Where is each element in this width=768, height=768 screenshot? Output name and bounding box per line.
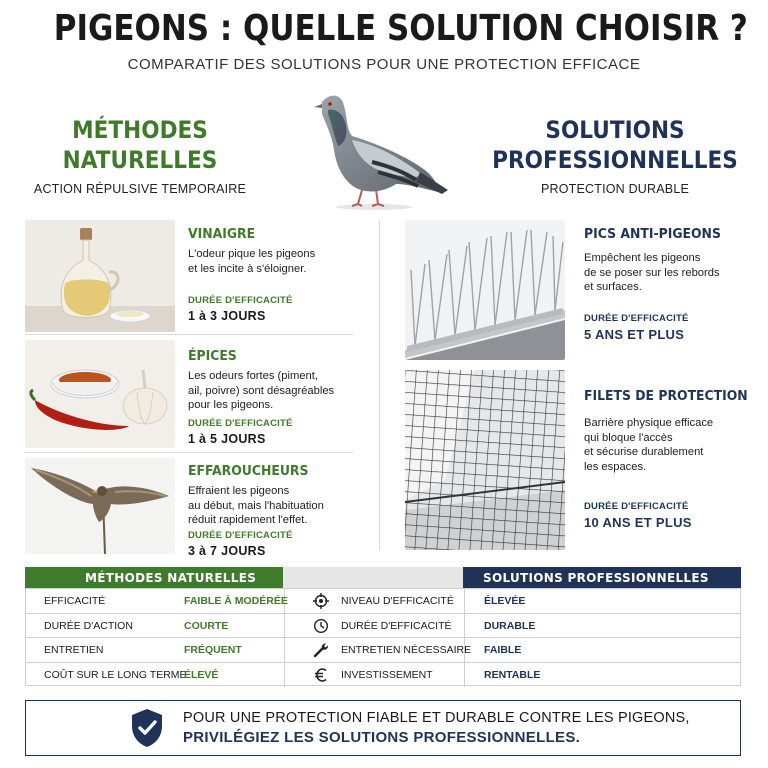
row-professional-value: RENTABLE — [484, 668, 541, 681]
row-natural-value: FAIBLE À MODÉRÉE — [184, 595, 288, 608]
scarers-duration: 3 à 7 JOURS — [188, 544, 266, 558]
scarecrow-bird-image — [25, 458, 175, 554]
page-subtitle: COMPARATIF DES SOLUTIONS POUR UNE PROTECTION EFFICACE — [127, 56, 641, 73]
banner-line-1: POUR UNE PROTECTION FIABLE ET DURABLE CONTRE LES PIGEONS, — [183, 710, 690, 726]
table-body — [25, 588, 741, 686]
protection-net-image — [405, 370, 565, 550]
spikes-duration: 5 ANS ET PLUS — [584, 327, 685, 342]
net-duration: 10 ANS ET PLUS — [584, 515, 692, 530]
vinegar-title: VINAIGRE — [188, 226, 256, 242]
row-professional-value: DURABLE — [484, 619, 536, 632]
net-title: FILETS DE PROTECTION — [584, 388, 748, 404]
column-divider — [379, 220, 380, 550]
table-header-natural: MÉTHODES NATURELLES — [25, 567, 283, 588]
row-professional-value: ÉLEVÉE — [484, 595, 526, 608]
net-description: Barrière physique efficace qui bloque l'accès et sécurise durablement les espaces. — [584, 417, 714, 473]
vinegar-duration: 1 à 3 JOURS — [188, 309, 266, 323]
row-label: COÛT SUR LE LONG TERME — [44, 668, 187, 681]
natural-methods-heading: MÉTHODES NATURELLES — [62, 116, 218, 174]
row-natural-value: FRÉQUENT — [184, 644, 242, 657]
row-criterion: ENTRETIEN NÉCESSAIRE — [341, 644, 472, 657]
row-label: ENTRETIEN — [44, 644, 104, 657]
spices-duration-label: DURÉE D'EFFICACITÉ — [188, 418, 293, 429]
page-title: PIGEONS : QUELLE SOLUTION CHOISIR ? — [53, 8, 748, 49]
clock-icon — [312, 614, 330, 639]
spices-image — [25, 340, 175, 448]
spices-description: Les odeurs fortes (piment, ail, poivre) sont désagréables pour les pigeons. — [188, 370, 335, 411]
table-row — [26, 663, 740, 688]
vinegar-duration-label: DURÉE D'EFFICACITÉ — [188, 295, 293, 306]
table-row — [26, 638, 740, 663]
spikes-description: Empêchent les pigeons de se poser sur les rebords et surfaces. — [584, 252, 720, 293]
table-row — [26, 614, 740, 639]
natural-methods-subheading: ACTION RÉPULSIVE TEMPORAIRE — [33, 182, 247, 196]
row-criterion: INVESTISSEMENT — [341, 668, 433, 681]
scarers-description: Effraient les pigeons au début, mais l'habituation réduit rapidement l'effet. — [188, 485, 324, 526]
wrench-icon — [312, 638, 330, 663]
scarers-duration-label: DURÉE D'EFFICACITÉ — [188, 530, 293, 541]
divider — [25, 334, 353, 335]
row-criterion: DURÉE D'EFFICACITÉ — [341, 619, 452, 632]
vinegar-image — [25, 220, 175, 332]
professional-solutions-subheading: PROTECTION DURABLE — [540, 182, 690, 196]
row-professional-value: FAIBLE — [484, 644, 522, 657]
table-row — [26, 589, 740, 614]
professional-solutions-heading: SOLUTIONS PROFESSIONNELLES — [492, 116, 738, 174]
table-header-professional: SOLUTIONS PROFESSIONNELLES — [463, 567, 741, 588]
vinegar-description: L'odeur pique les pigeons et les incite à s'éloigner. — [188, 248, 316, 275]
net-duration-label: DURÉE D'EFFICACITÉ — [584, 501, 689, 512]
anti-pigeon-spikes-image — [405, 220, 565, 360]
row-label: EFFICACITÉ — [44, 595, 106, 608]
scarers-title: EFFAROUCHEURS — [188, 463, 309, 479]
spices-title: ÉPICES — [188, 348, 237, 364]
row-natural-value: ÉLEVÉ — [184, 668, 219, 681]
row-natural-value: COURTE — [184, 619, 229, 632]
spices-duration: 1 à 5 JOURS — [188, 432, 266, 446]
target-icon — [312, 589, 330, 614]
table-header-criteria — [283, 567, 463, 588]
pigeon-illustration — [292, 84, 452, 214]
spikes-title: PICS ANTI-PIGEONS — [584, 226, 721, 242]
row-criterion: NIVEAU D'EFFICACITÉ — [341, 595, 454, 608]
spikes-duration-label: DURÉE D'EFFICACITÉ — [584, 313, 689, 324]
divider — [25, 452, 353, 453]
comparison-table — [25, 567, 741, 689]
banner-line-2: PRIVILÉGIEZ LES SOLUTIONS PROFESSIONNELLES. — [183, 729, 581, 746]
shield-check-icon — [130, 708, 164, 748]
row-label: DURÉE D'ACTION — [44, 619, 133, 632]
euro-icon — [312, 663, 330, 688]
